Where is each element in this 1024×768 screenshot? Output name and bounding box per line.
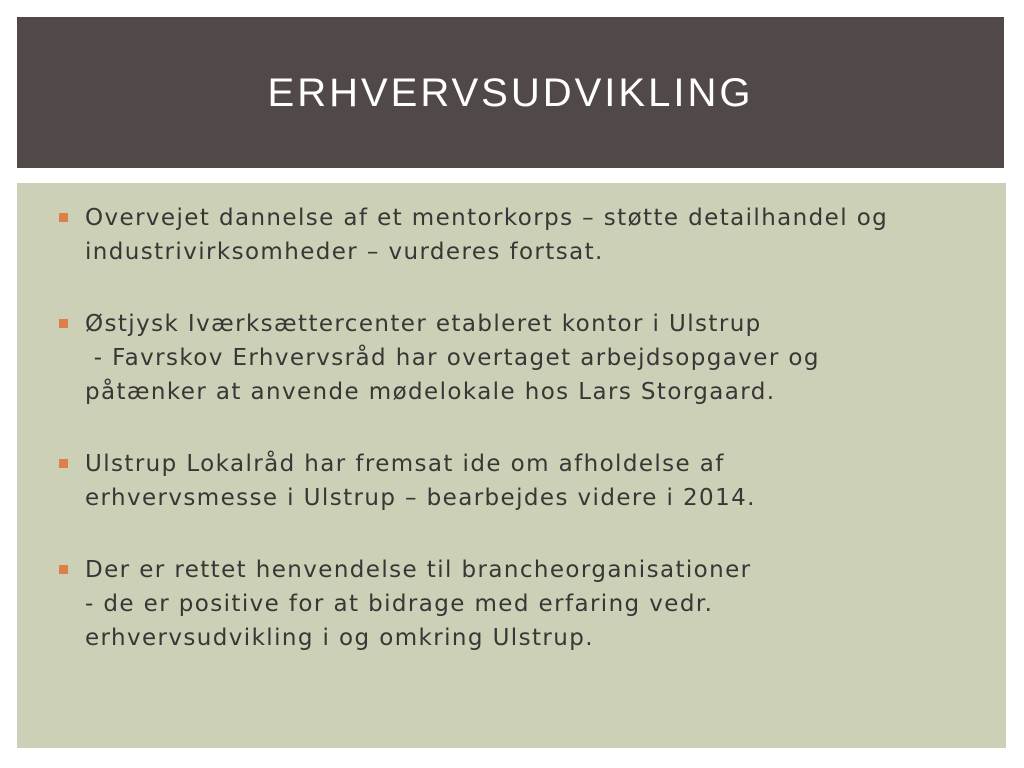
bullet-line: Østjysk Iværksættercenter etableret kontor i Ulstrup — [85, 311, 762, 337]
square-bullet-icon — [59, 319, 68, 328]
bullet-line: erhvervsudvikling i og omkring Ulstrup. — [85, 625, 594, 651]
bullet-line: - de er positive for at bidrage med erfaring vedr. — [85, 591, 714, 617]
bullet-line: påtænker at anvende mødelokale hos Lars Storgaard. — [85, 379, 776, 405]
bullet-list — [59, 201, 979, 693]
bullet-item — [59, 307, 979, 409]
square-bullet-icon — [59, 213, 68, 222]
bullet-line: industrivirksomheder – vurderes fortsat. — [85, 239, 604, 265]
content-area — [17, 183, 1006, 748]
bullet-line: Ulstrup Lokalråd har fremsat ide om afholdelse af — [85, 451, 725, 477]
bullet-item — [59, 201, 979, 269]
bullet-item — [59, 447, 979, 515]
bullet-line: Overvejet dannelse af et mentorkorps – støtte detailhandel og — [85, 205, 889, 231]
slide-title: ERHVERVSUDVIKLING — [267, 71, 754, 115]
bullet-line: erhvervsmesse i Ulstrup – bearbejdes videre i 2014. — [85, 485, 756, 511]
title-bar — [17, 17, 1004, 168]
bullet-line: - Favrskov Erhvervsråd har overtaget arbejdsopgaver og — [85, 345, 820, 371]
bullet-line: Der er rettet henvendelse til brancheorganisationer — [85, 557, 752, 583]
square-bullet-icon — [59, 459, 68, 468]
bullet-item — [59, 553, 979, 655]
square-bullet-icon — [59, 565, 68, 574]
